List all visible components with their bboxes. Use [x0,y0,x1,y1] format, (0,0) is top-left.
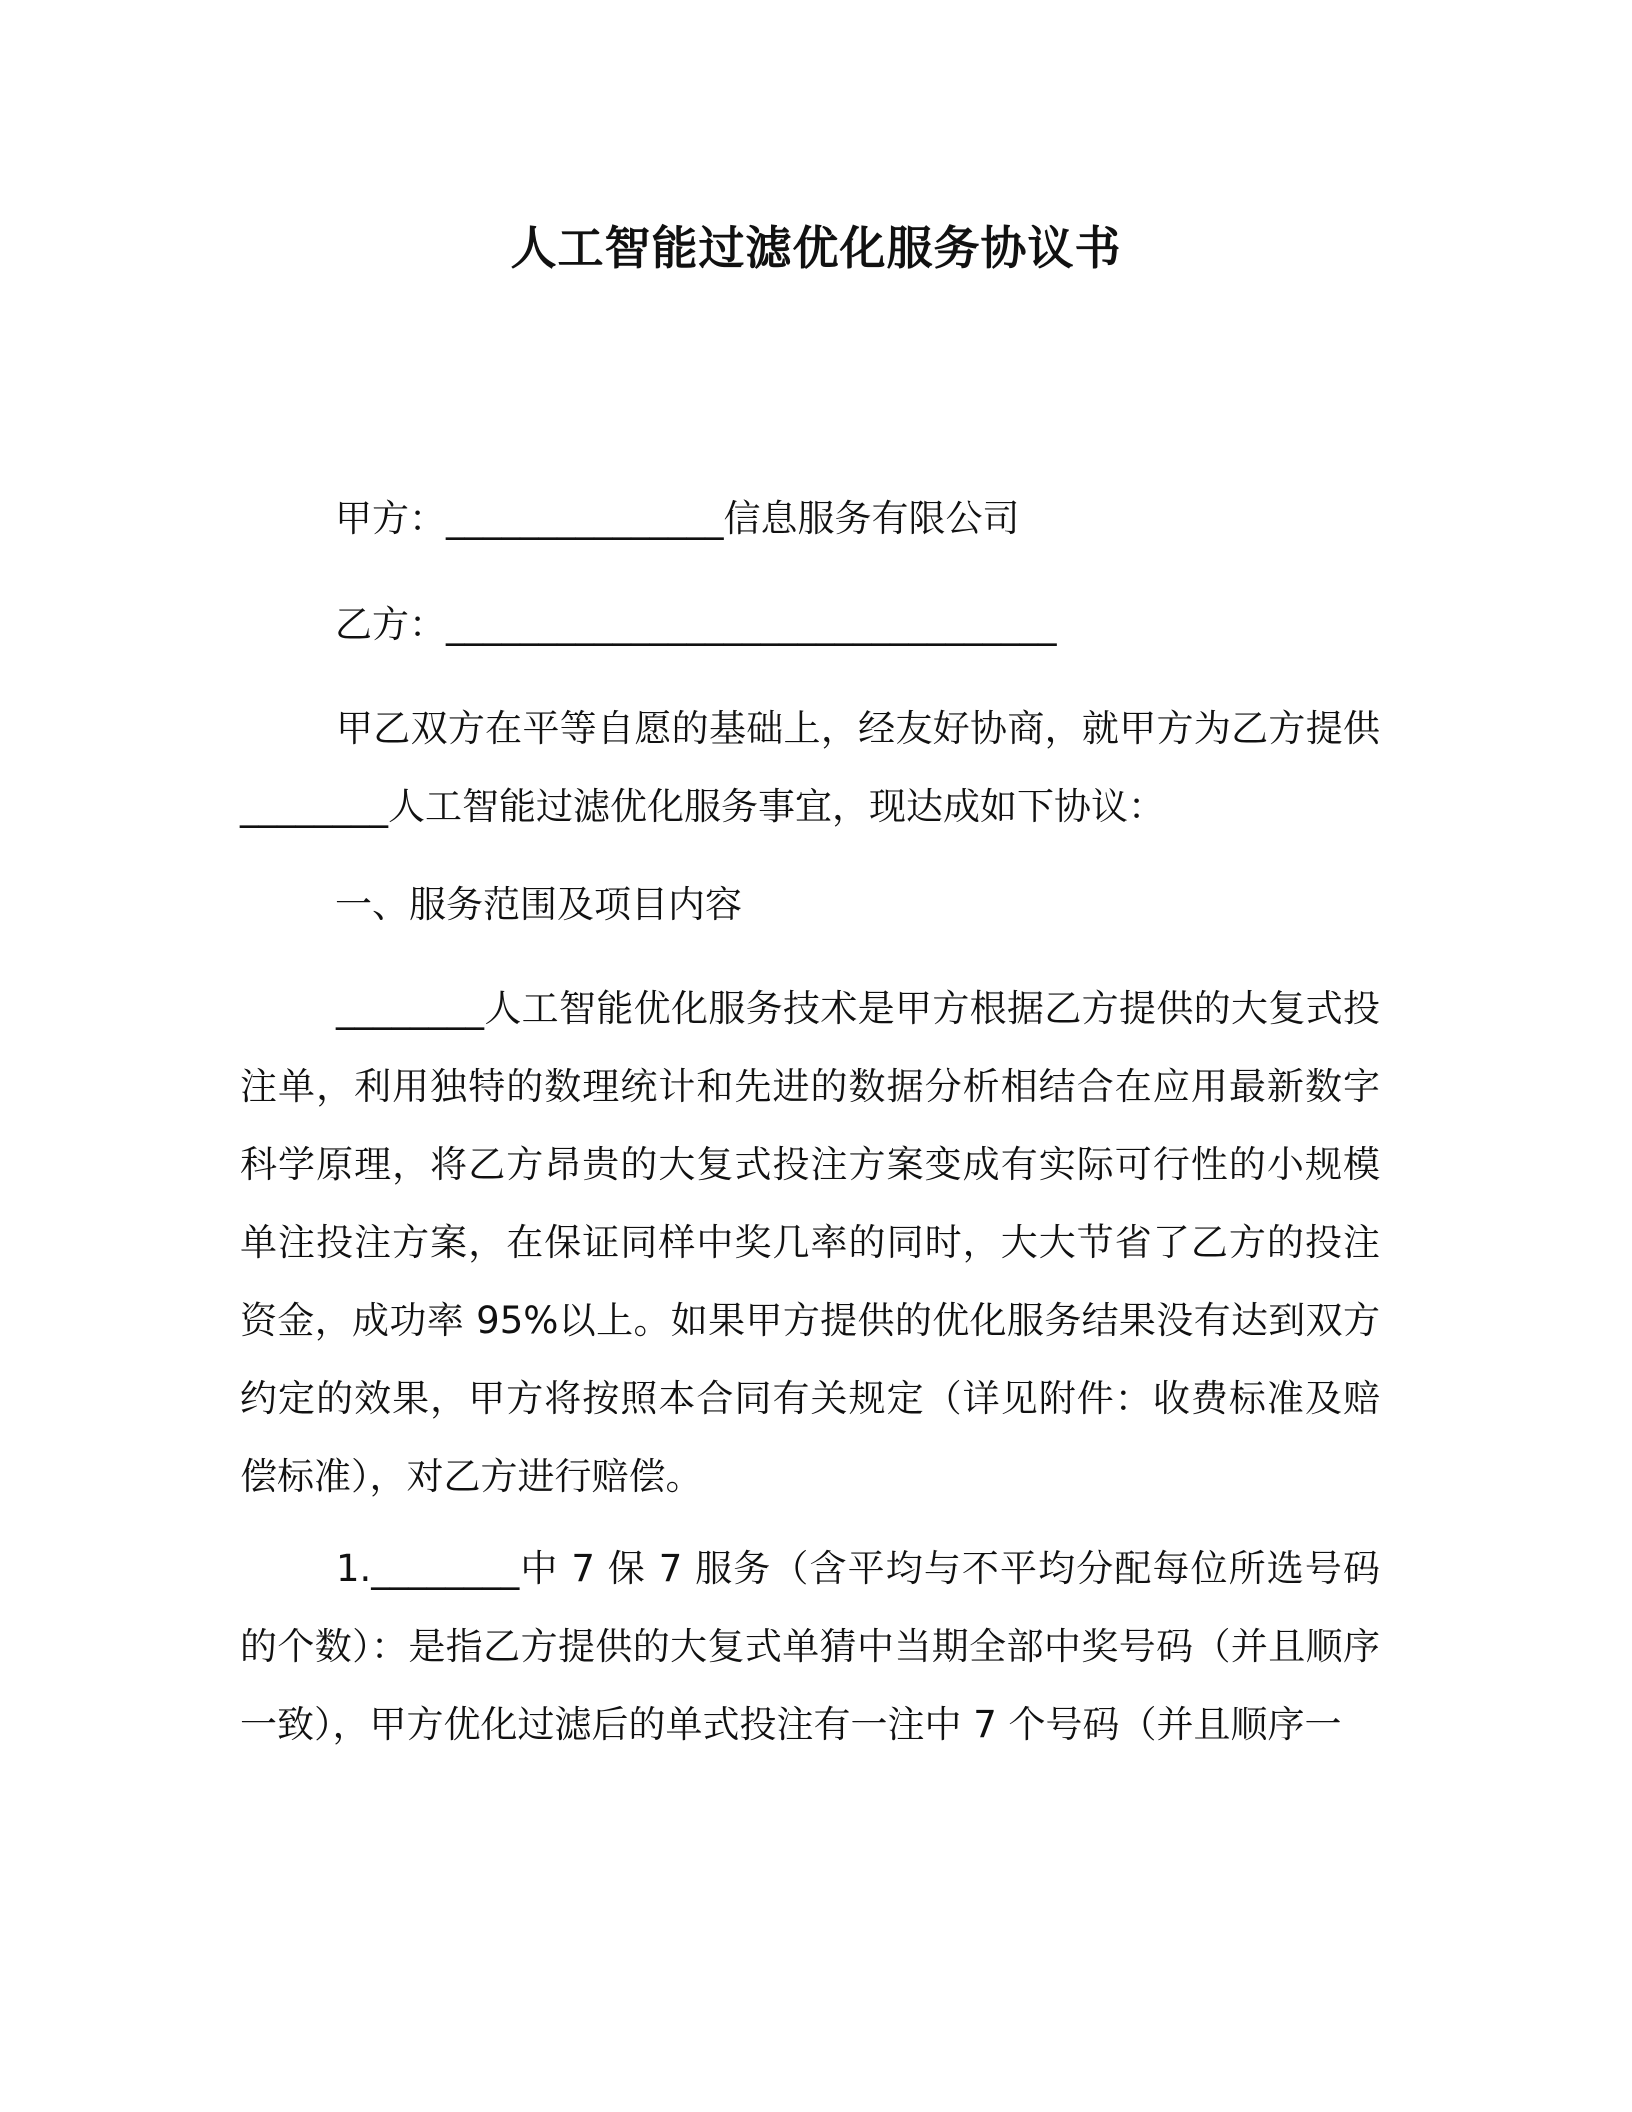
intro-paragraph: 甲乙双方在平等自愿的基础上，经友好协商，就甲方为乙方提供________人工智能过滤优化服务事宜，现达成如下协议： [240,707,1380,828]
document-title: 人工智能过滤优化服务协议书 [510,221,1122,275]
party-a-line: 甲方：_______________信息服务有限公司 [335,497,1020,540]
section-1-heading: 一、服务范围及项目内容 [335,883,742,926]
section-1-paragraph: ________人工智能优化服务技术是甲方根据乙方提供的大复式投注单，利用独特的数理统计和先进的数据分析相结合在应用最新数字科学原理，将乙方昂贵的大复式投注方案变成有实际可行性的小规模单注投注方案，在保证同样中奖几率的同时，大大节省了乙方的投注资金，成功率 95%以上。如果甲方提供的优化服务结果没有达到双方约定的效果，甲方将按照本合同有关规定（详见附件：收费标准及赔偿标准），对乙方进行赔偿。 [240,987,1380,1498]
item-1-paragraph: 1.________中 7 保 7 服务（含平均与不平均分配每位所选号码的个数）：是指乙方提供的大复式单猜中当期全部中奖号码（并且顺序一致），甲方优化过滤后的单式投注有一注中 7 个号码（并且顺序一 [240,1547,1380,1746]
party-b-line: 乙方：_________________________________ [335,603,1057,646]
